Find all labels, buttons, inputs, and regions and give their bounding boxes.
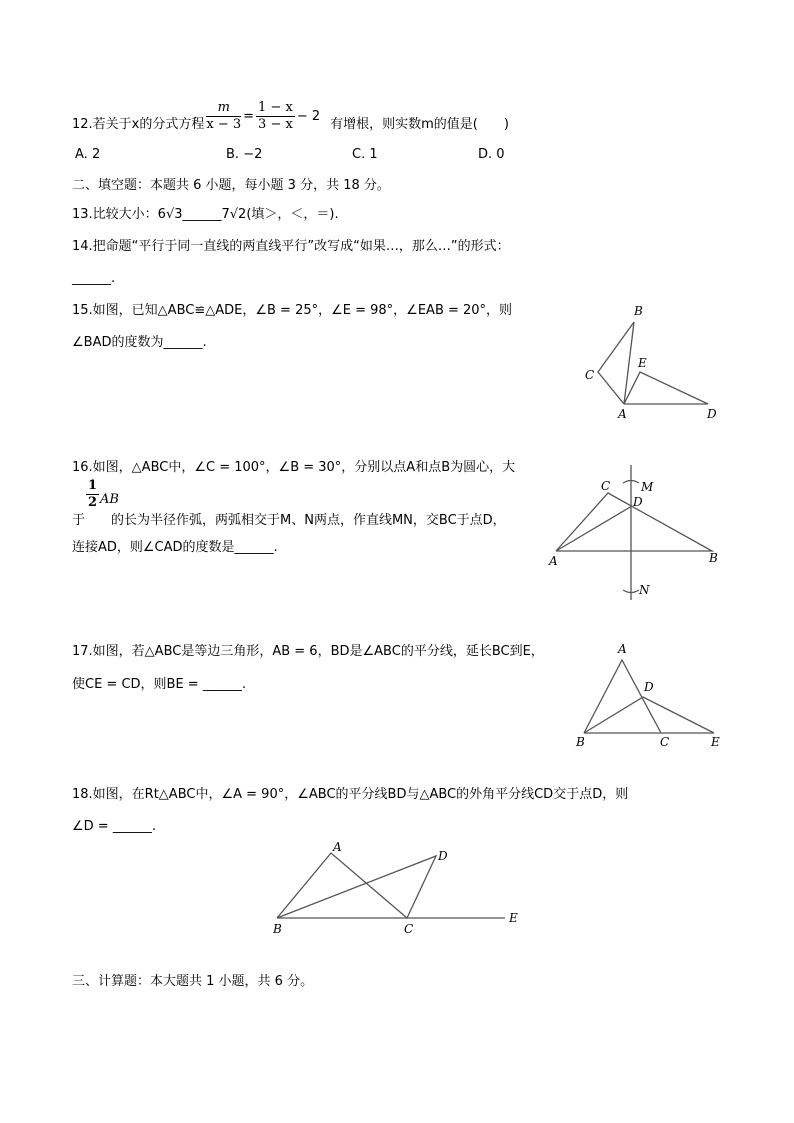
numerator: m — [206, 100, 241, 117]
option-b[interactable]: B. −2 — [226, 147, 263, 162]
q12-text: 12.若关于x的分式方程 — [72, 117, 205, 132]
option-d[interactable]: D. 0 — [478, 147, 505, 162]
q16-line3: 连接AD，则∠CAD的度数是______. — [72, 540, 278, 555]
label-c: C — [601, 479, 611, 493]
q14-line1: 14.把命题“平行于同一直线的两直线平行”改写成“如果…，那么…”的形式： — [72, 239, 510, 254]
label-e: E — [638, 356, 647, 370]
q12-suffix: 有增根，则实数m的值是( ) — [330, 117, 509, 132]
numerator: 1 − x — [258, 100, 293, 115]
q13: 13.比较大小：6√3______7√2(填＞，＜，＝). — [72, 207, 339, 222]
label-b: B — [576, 735, 585, 749]
label-b: B — [634, 304, 643, 318]
label-d: D — [644, 680, 654, 694]
denominator: 2 — [88, 495, 98, 510]
minus-two: − 2 — [296, 108, 321, 124]
label-a: A — [333, 840, 342, 854]
label-a: A — [549, 554, 558, 568]
label-b: B — [709, 551, 718, 565]
label-m: M — [641, 480, 654, 494]
denominator: 3 − x — [258, 117, 293, 132]
q15-line1: 15.如图，已知△ABC≌△ADE，∠B = 25°，∠E = 98°，∠EAB = 20°，则 — [72, 303, 513, 318]
label-c: C — [585, 368, 595, 382]
figure-q18 — [272, 840, 518, 936]
figure-q15 — [585, 304, 717, 421]
label-d: D — [707, 407, 717, 421]
option-c[interactable]: C. 1 — [352, 147, 378, 162]
q18-line1: 18.如图，在Rt△ABC中，∠A = 90°，∠ABC的平分线BD与△ABC的外角平分线CD交于点D，则 — [72, 787, 629, 802]
option-a[interactable]: A. 2 — [75, 147, 101, 162]
label-d: D — [633, 495, 643, 509]
figure-q16 — [548, 465, 718, 600]
denominator: x − 3 — [206, 117, 242, 132]
figure-q17 — [575, 642, 720, 749]
section-2-heading: 二、填空题：本题共 6 小题，每小题 3 分，共 18 分。 — [72, 178, 390, 193]
q16-line1: 16.如图，△ABC中，∠C = 100°，∠B = 30°，分别以点A和点B为圆心，大 — [72, 460, 516, 475]
q18-line2: ∠D = ______. — [72, 819, 156, 834]
section-3-heading: 三、计算题：本大题共 1 小题，共 6 分。 — [72, 974, 314, 989]
q14-line2: ______. — [72, 271, 116, 286]
label-d: D — [438, 849, 448, 863]
label-e: E — [711, 735, 720, 749]
q16-line2: 于 的长为半径作弧，两弧相交于M、N两点，作直线MN，交BC于点D， — [72, 513, 506, 528]
label-a: A — [618, 642, 627, 656]
label-n: N — [639, 583, 650, 597]
q17-line1: 17.如图，若△ABC是等边三角形，AB = 6，BD是∠ABC的平分线，延长BC到E， — [72, 644, 544, 659]
equals: = — [243, 108, 255, 124]
q16-ab: AB — [100, 492, 119, 507]
q15-line2: ∠BAD的度数为______. — [72, 335, 207, 350]
numerator: 1 — [88, 478, 98, 493]
label-c: C — [404, 922, 414, 936]
q17-line2: 使CE = CD，则BE = ______. — [72, 677, 246, 692]
label-e: E — [509, 911, 518, 925]
label-a: A — [618, 407, 627, 421]
label-c: C — [660, 735, 670, 749]
label-b: B — [273, 922, 282, 936]
